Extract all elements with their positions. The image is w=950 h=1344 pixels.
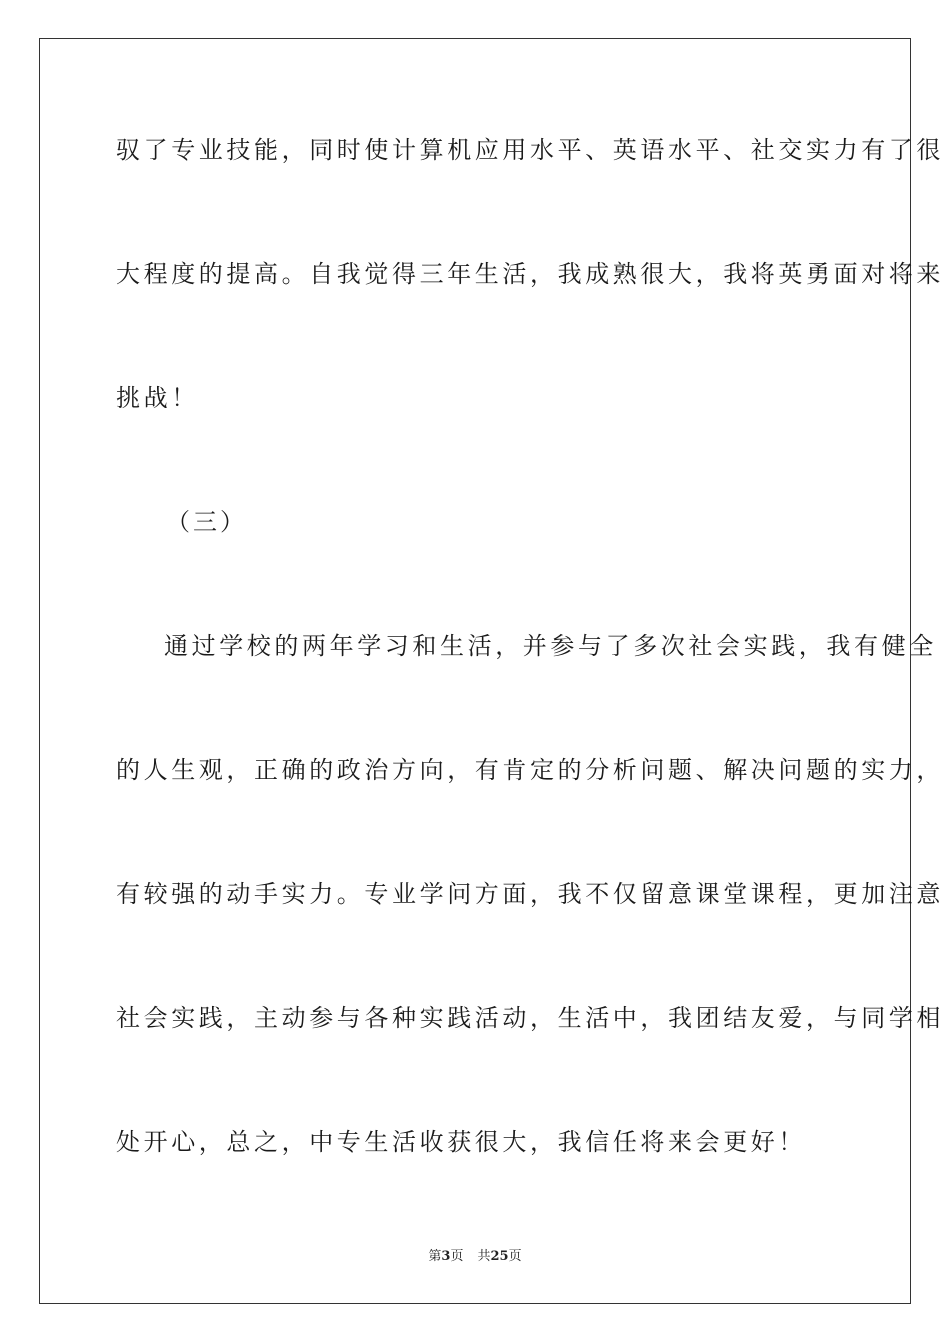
paragraph-1-line-2: 大程度的提高。自我觉得三年生活，我成熟很大，我将英勇面对将来: [116, 260, 944, 288]
section-heading: （三）: [166, 508, 247, 536]
paragraph-2-line-3: 有较强的动手实力。专业学问方面，我不仅留意课堂课程，更加注意: [116, 880, 944, 908]
footer-page-prefix: 第: [428, 1249, 442, 1264]
paragraph-2-line-1: 通过学校的两年学习和生活，并参与了多次社会实践，我有健全: [164, 632, 937, 660]
paragraph-2-line-4: 社会实践，主动参与各种实践活动，生活中，我团结友爱，与同学相: [116, 1004, 944, 1032]
paragraph-1-line-1: 驭了专业技能，同时使计算机应用水平、英语水平、社交实力有了很: [116, 136, 944, 164]
footer-total-suffix: 页: [508, 1249, 522, 1264]
footer-page-number: 3: [441, 1249, 451, 1264]
paragraph-2-line-2: 的人生观，正确的政治方向，有肯定的分析问题、解决问题的实力，: [116, 756, 944, 784]
page-footer: [0, 1248, 950, 1266]
footer-page-suffix: 页: [450, 1249, 464, 1264]
paragraph-2-line-5: 处开心，总之，中专生活收获很大，我信任将来会更好！: [116, 1128, 806, 1156]
footer-total-pages: 25: [490, 1249, 509, 1264]
footer-total-prefix: 共: [477, 1249, 491, 1264]
page-border: [39, 38, 944, 1304]
paragraph-1-line-3: 挑战！: [116, 384, 199, 412]
